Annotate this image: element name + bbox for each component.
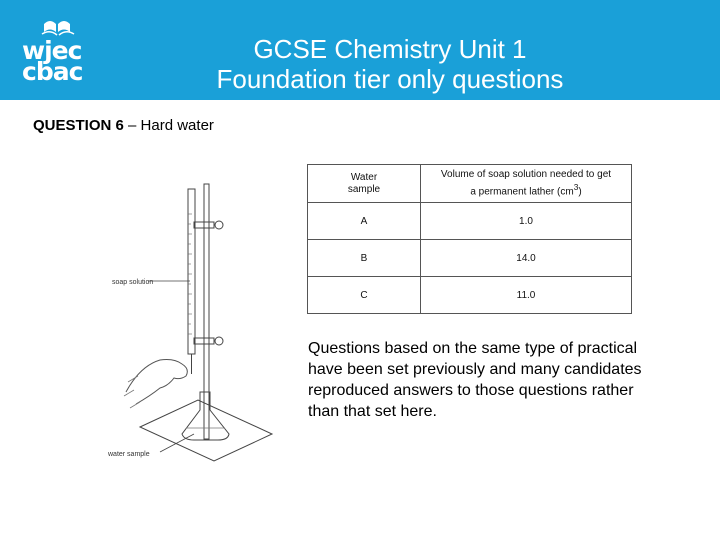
table-row — [308, 240, 632, 277]
table-row — [308, 203, 632, 240]
question-heading — [33, 117, 214, 134]
cell-volume: 11.0 — [421, 277, 632, 314]
logo-line-wjec: wjec — [22, 36, 82, 65]
question-topic: Hard water — [140, 117, 214, 134]
titration-apparatus-illustration — [104, 164, 279, 464]
soap-solution-label: soap solution — [112, 279, 154, 286]
table-header-row — [308, 165, 632, 203]
header-banner — [0, 0, 720, 100]
header-water-sample — [308, 165, 421, 203]
header-col1-line2: sample — [347, 183, 381, 195]
cell-sample: B — [308, 240, 421, 277]
header-col1-line1: Water — [350, 171, 378, 183]
results-table — [307, 164, 632, 314]
question-dash: – — [123, 117, 141, 134]
cell-sample: C — [308, 277, 421, 314]
cell-volume: 14.0 — [421, 240, 632, 277]
water-sample-label: water sample — [108, 451, 150, 458]
examiner-commentary: Questions based on the same type of practical have been set previously and many candidates reproduced answers to those questions rather than that set here. — [308, 340, 642, 420]
cell-volume: 1.0 — [421, 203, 632, 240]
question-label: QUESTION 6 — [33, 117, 124, 134]
header-col2-exponent: 3 — [573, 181, 579, 192]
logo-line-cbac: cbac — [22, 57, 83, 86]
header-col2-line2: a permanent lather (cm — [470, 186, 574, 198]
slide-subtitle: Foundation tier only questions — [216, 64, 564, 94]
table-row — [308, 277, 632, 314]
header-volume — [421, 165, 632, 203]
cell-sample: A — [308, 203, 421, 240]
header-col2-close: ) — [578, 186, 582, 198]
header-col2-line1: Volume of soap solution needed to get — [440, 168, 612, 180]
slide-title: GCSE Chemistry Unit 1 — [253, 34, 527, 64]
